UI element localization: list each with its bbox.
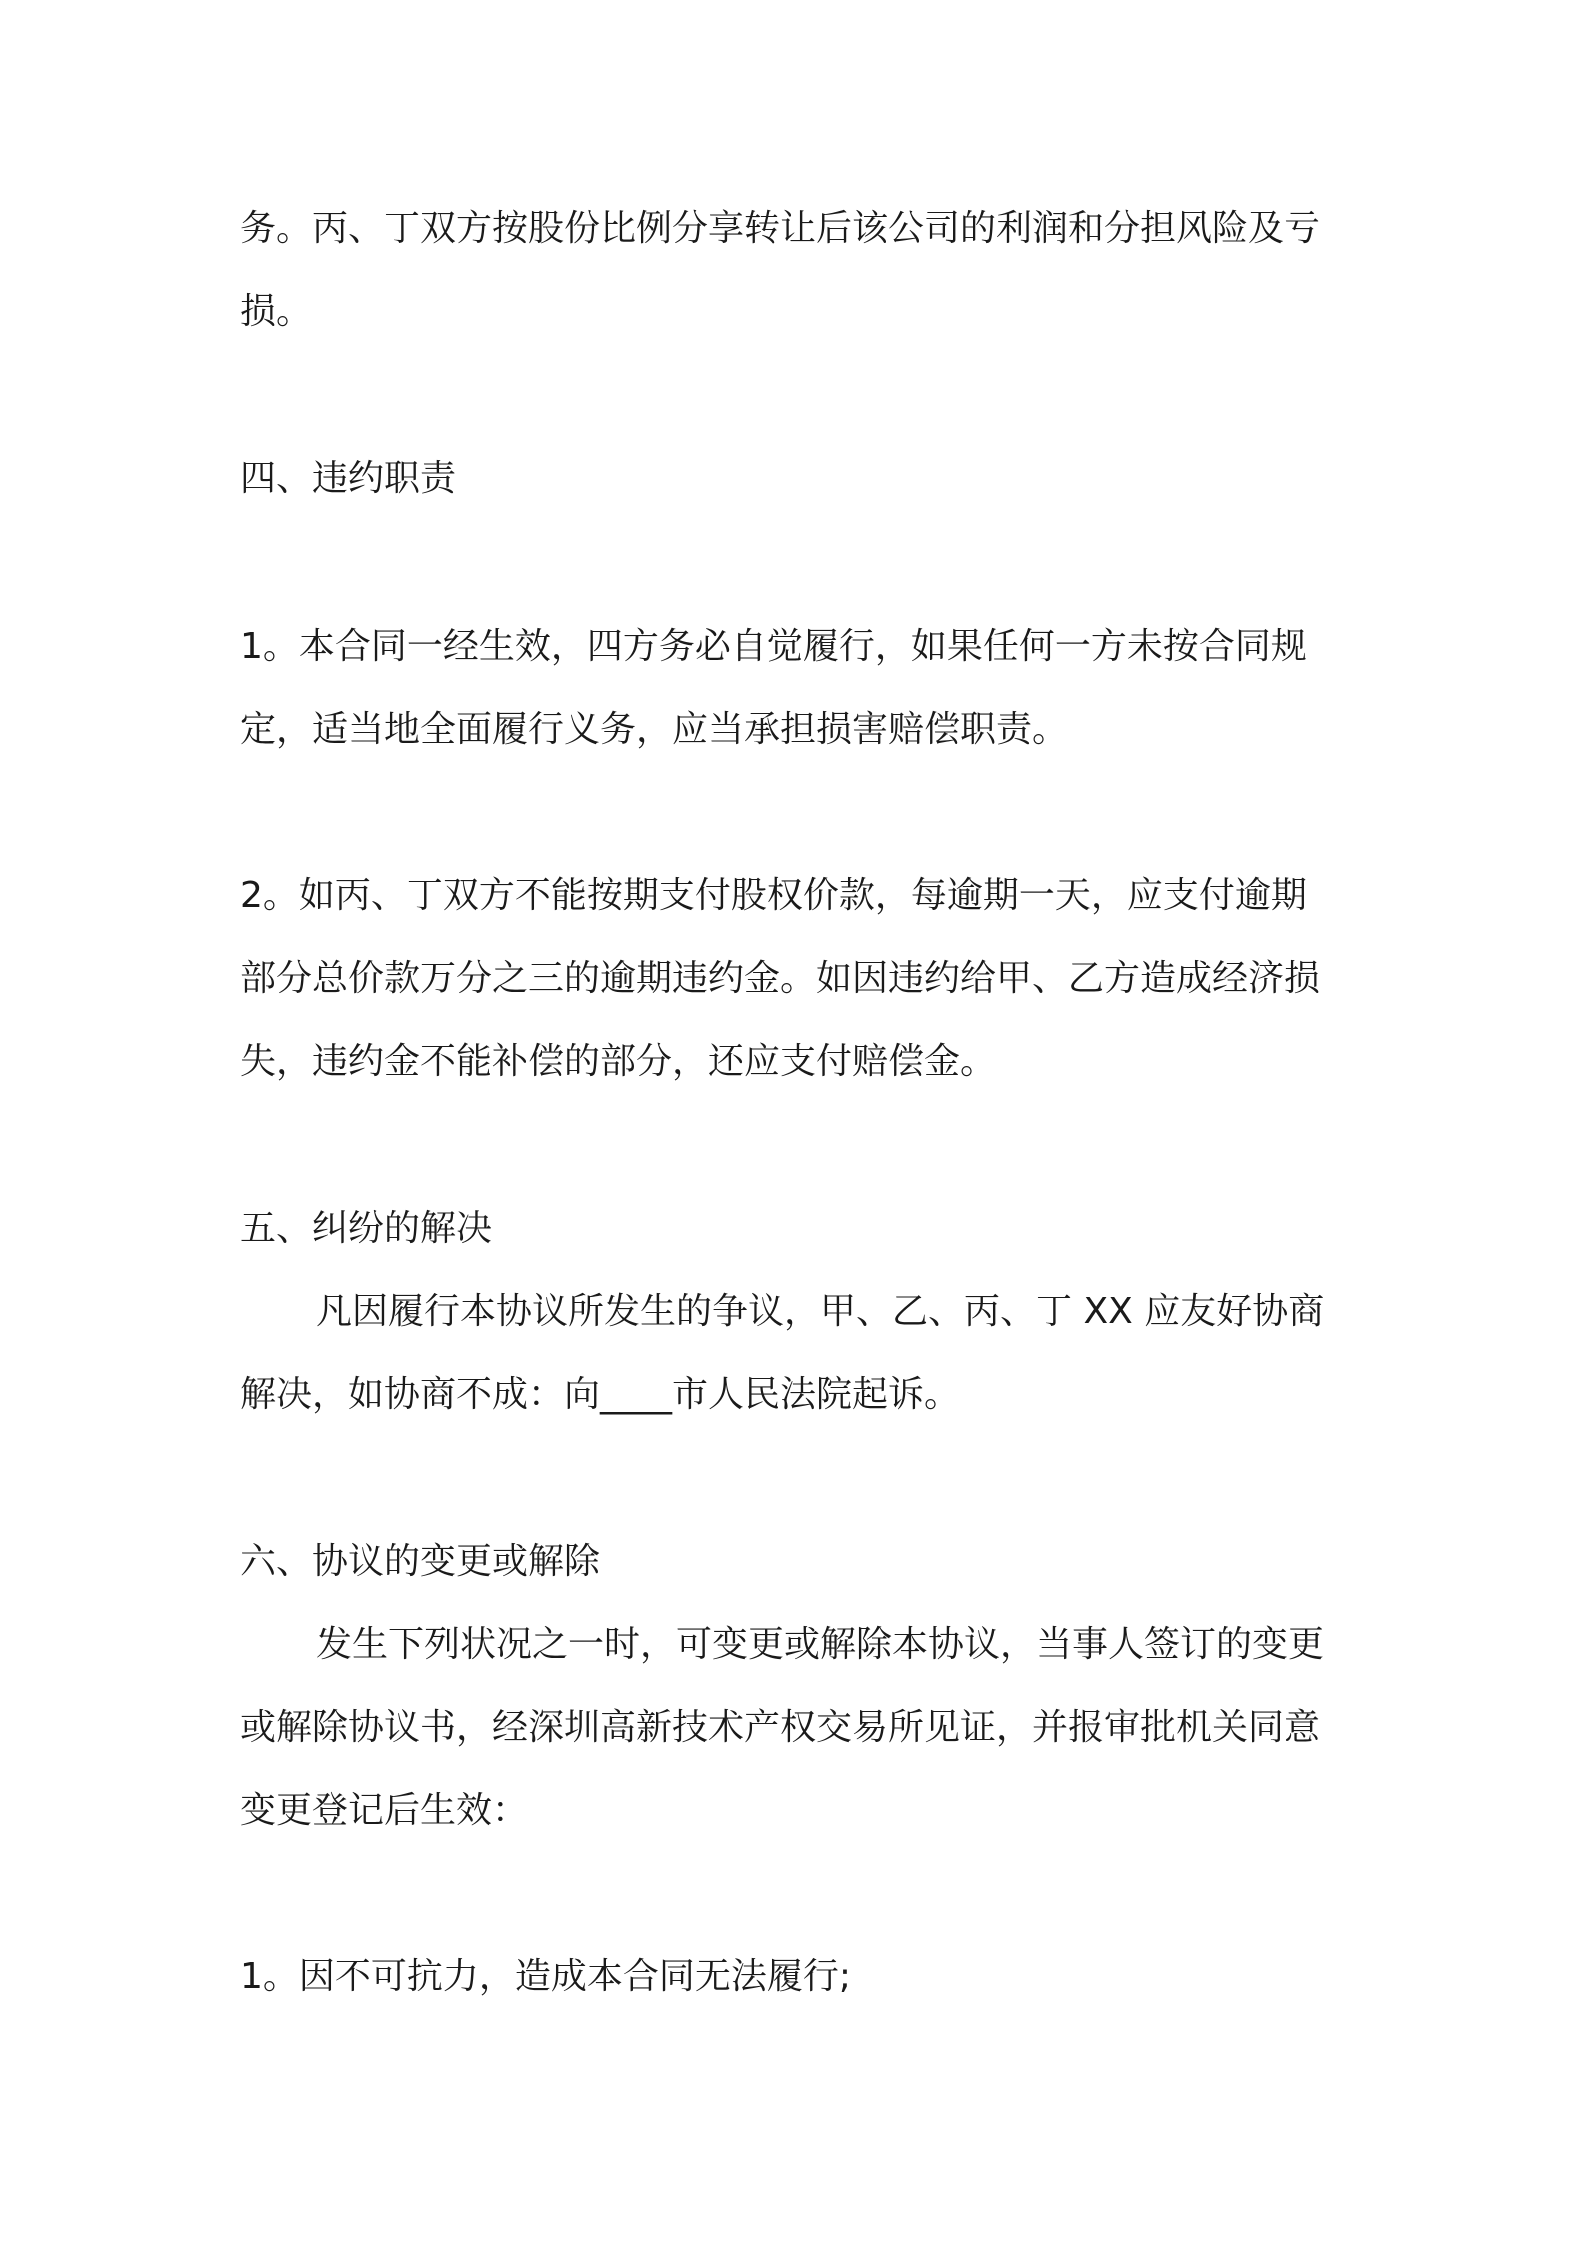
paragraph-line: 1。因不可抗力，造成本合同无法履行;: [240, 1956, 852, 1997]
paragraph-line: 发生下列状况之一时，可变更或解除本协议，当事人签订的变更: [316, 1624, 1325, 1665]
section-heading: 四、违约职责: [240, 458, 457, 499]
paragraph-line: 务。丙、丁双方按股份比例分享转让后该公司的利润和分担风险及亏: [240, 208, 1321, 249]
paragraph-line: 失，违约金不能补偿的部分，还应支付赔偿金。: [240, 1041, 997, 1082]
paragraph-line: 解决，如协商不成：向____市人民法院起诉。: [240, 1374, 961, 1415]
section-heading: 六、协议的变更或解除: [240, 1541, 601, 1582]
section-heading: 五、纠纷的解决: [240, 1208, 493, 1249]
paragraph-line: 损。: [240, 291, 313, 332]
paragraph-line: 变更登记后生效：: [240, 1790, 529, 1831]
paragraph-line: 1。本合同一经生效，四方务必自觉履行，如果任何一方未按合同规: [240, 626, 1307, 667]
paragraph-line: 凡因履行本协议所发生的争议，甲、乙、丙、丁 XX 应友好协商: [316, 1291, 1325, 1332]
paragraph-line: 或解除协议书，经深圳高新技术产权交易所见证，并报审批机关同意: [240, 1707, 1321, 1748]
paragraph-line: 2。如丙、丁双方不能按期支付股权价款，每逾期一天，应支付逾期: [240, 875, 1307, 916]
paragraph-line: 定，适当地全面履行义务，应当承担损害赔偿职责。: [240, 709, 1069, 750]
paragraph-line: 部分总价款万分之三的逾期违约金。如因违约给甲、乙方造成经济损: [240, 958, 1321, 999]
